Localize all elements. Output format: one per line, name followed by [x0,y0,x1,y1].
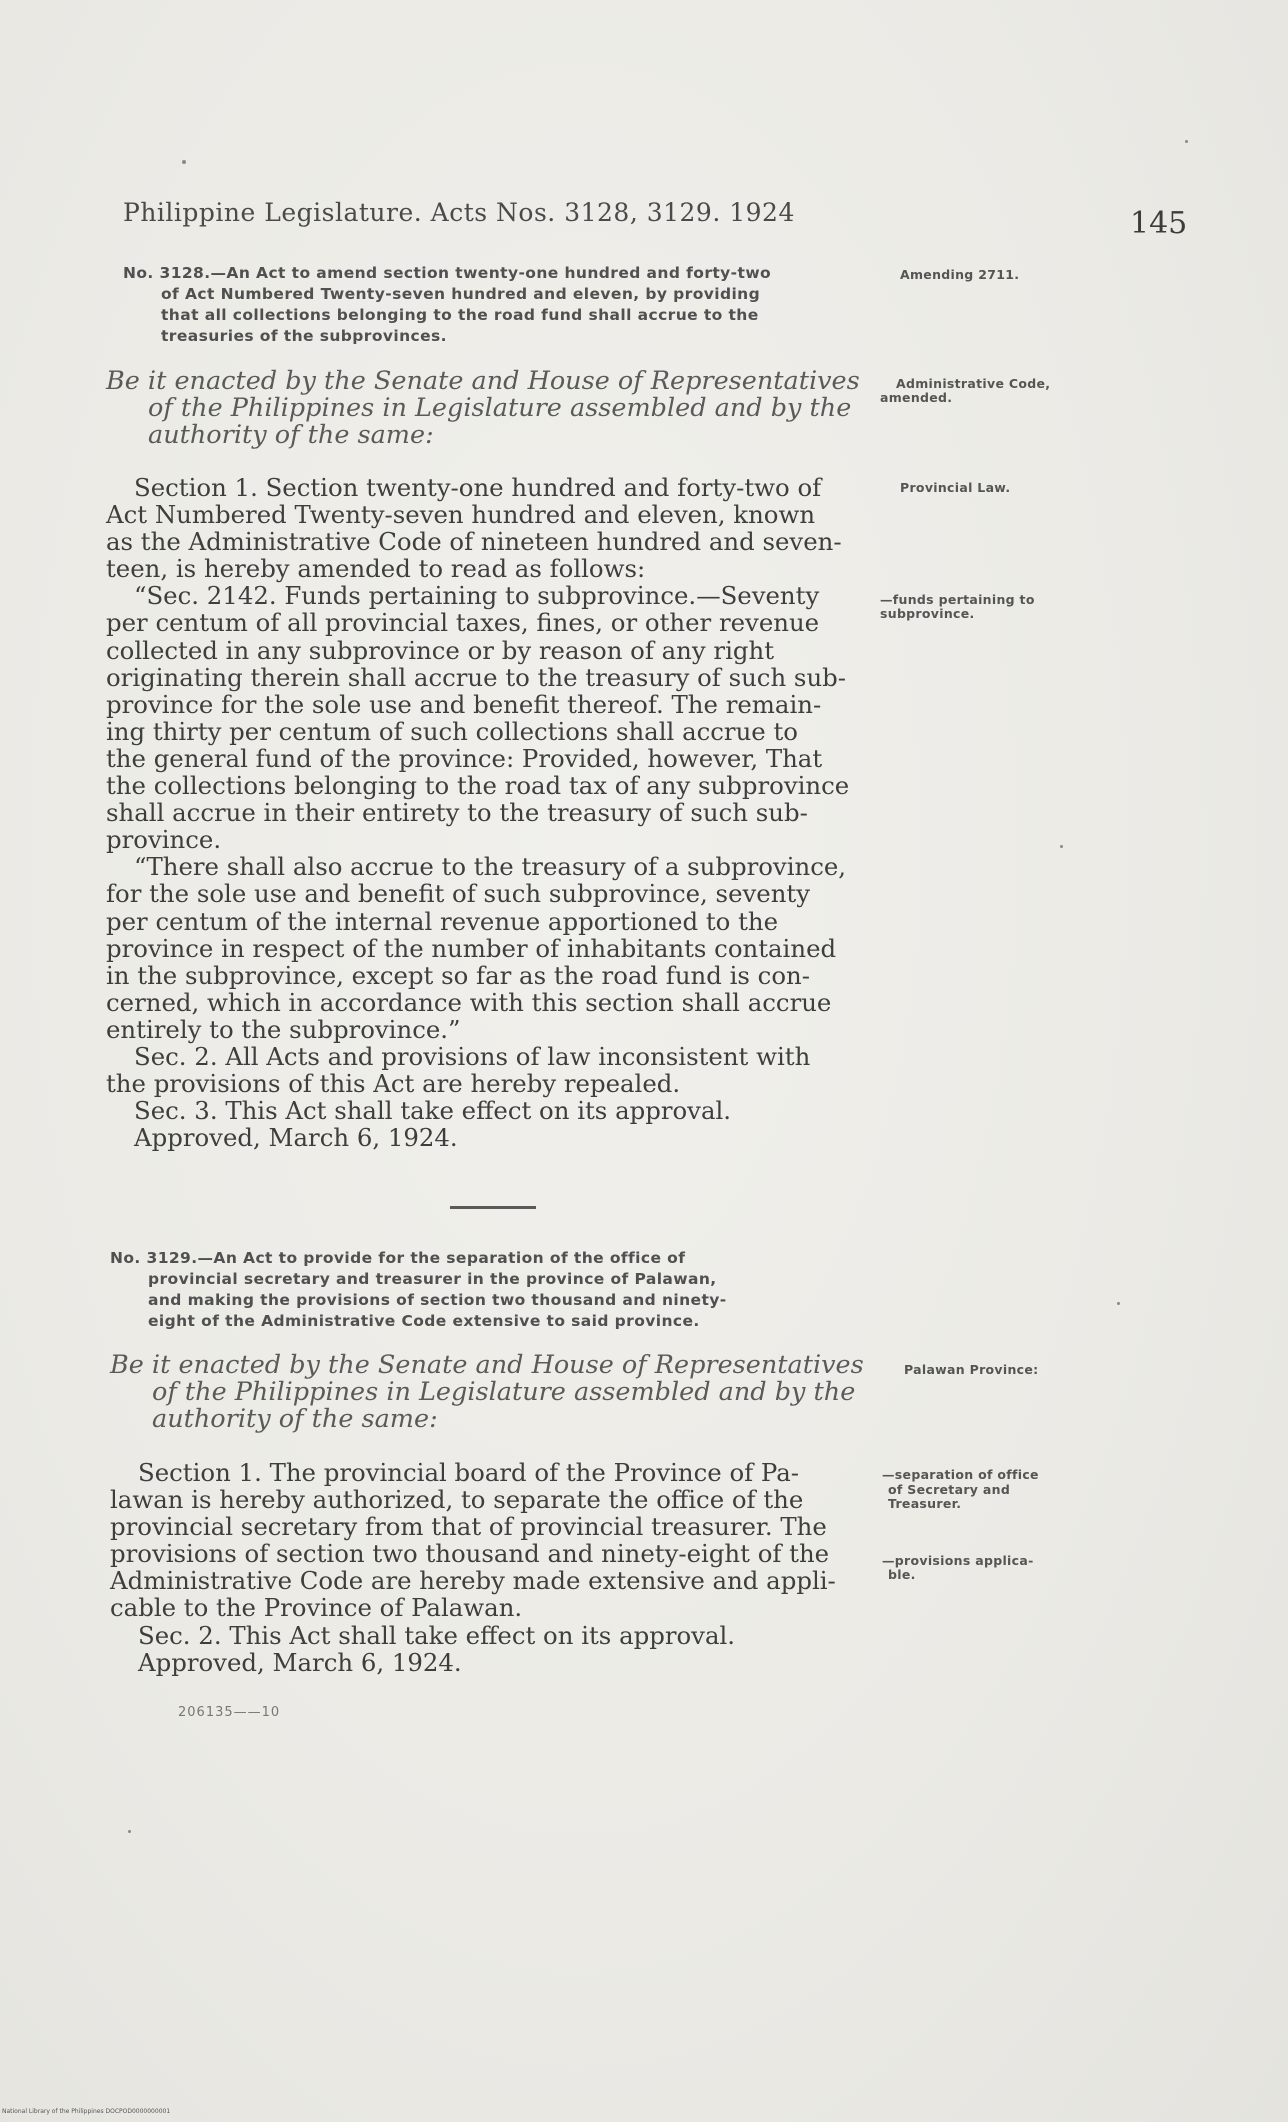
heading-line: eight of the Administrative Code extensive to said province. [148,1312,700,1330]
body-line: Sec. 2. This Act shall take effect on its approval. [138,1620,736,1650]
body-line: the provisions of this Act are hereby repealed. [106,1069,681,1099]
body-line: provisions of section two thousand and ninety-eight of the [110,1539,830,1569]
speck [1117,1302,1120,1305]
body-line: per centum of the internal revenue apportioned to the [106,906,779,936]
heading-line: that all collections belonging to the road fund shall accrue to the [161,306,759,324]
body-line: entirely to the subprovince.” [106,1014,461,1044]
body-line: as the Administrative Code of nineteen hundred and seven- [106,527,842,557]
enacting-line: Be it enacted by the Senate and House of Representatives [110,1350,864,1380]
heading-line: treasuries of the subprovinces. [161,327,447,345]
running-head [123,198,795,227]
body-line: Administrative Code are hereby made extensive and appli- [110,1566,836,1596]
margin-note: —funds pertaining to [880,592,1035,607]
body-line: ing thirty per centum of such collections shall accrue to [106,716,798,746]
section-divider [450,1206,536,1209]
body-line: originating therein shall accrue to the treasury of such sub- [106,662,847,692]
body-line: cable to the Province of Palawan. [110,1593,523,1623]
margin-note: ble. [888,1567,916,1582]
body-line: Act Numbered Twenty-seven hundred and eleven, known [106,500,816,530]
body-line: “Sec. 2142. Funds pertaining to subprovince.—Seventy [134,581,820,611]
speck [182,160,186,164]
act-3129-heading [110,1248,727,1332]
heading-line: provincial secretary and treasurer in the province of Palawan, [148,1270,717,1288]
heading-line: and making the provisions of section two thousand and ninety- [148,1291,727,1309]
speck [1060,845,1063,848]
printer-mark: 206135——10 [178,1705,281,1720]
body-line: lawan is hereby authorized, to separate the office of the [110,1485,804,1515]
margin-note: Palawan Province: [904,1362,1039,1377]
body-line: Sec. 2. All Acts and provisions of law inconsistent with [134,1041,811,1071]
body-line: province for the sole use and benefit thereof. The remain- [106,689,822,719]
body-line: Section 1. Section twenty-one hundred and forty-two of [134,473,822,502]
body-line: shall accrue in their entirety to the treasury of such sub- [106,798,808,828]
enacting-line: of the Philippines in Legislature assembled and by the [152,1377,856,1407]
enacting-line: Be it enacted by the Senate and House of Representatives [106,366,860,396]
heading-line: of Act Numbered Twenty-seven hundred and eleven, by providing [161,285,761,303]
heading-line: No. 3129.—An Act to provide for the separation of the office of [110,1249,686,1267]
body-line: provincial secretary from that of provincial treasurer. The [110,1512,827,1542]
body-line: per centum of all provincial taxes, fines, or other revenue [106,608,820,638]
margin-note: subprovince. [880,606,975,621]
page-number: 145 [1130,206,1188,241]
speck [128,1830,131,1833]
body-line: cerned, which in accordance with this section shall accrue [106,987,832,1017]
body-line: Approved, March 6, 1924. [134,1123,458,1153]
body-line: Sec. 3. This Act shall take effect on its approval. [134,1096,732,1126]
act-3129-enacting-clause [110,1352,864,1433]
archive-stamp: National Library of the Philippines DOCPOD0000000001 [2,2108,171,2115]
margin-note: Administrative Code, [896,376,1051,391]
body-line: teen, is hereby amended to read as follows: [106,554,646,584]
body-line: in the subprovince, except so far as the road fund is con- [106,960,810,990]
speck [1185,140,1188,143]
body-line: for the sole use and benefit of such subprovince, seventy [106,879,811,909]
enacting-line: authority of the same: [148,420,434,450]
enacting-line: of the Philippines in Legislature assembled and by the [148,393,852,423]
body-line: province. [106,825,222,855]
body-line: collected in any subprovince or by reason of any right [106,635,774,665]
body-line: province in respect of the number of inhabitants contained [106,933,837,963]
margin-note: amended. [880,390,953,405]
act-3128-heading [123,263,771,347]
body-line: the collections belonging to the road tax of any subprovince [106,771,850,801]
act-3128-body [106,474,876,1151]
margin-note: Treasurer. [888,1496,962,1511]
heading-line: No. 3128.—An Act to amend section twenty-one hundred and forty-two [123,264,772,282]
body-line: Approved, March 6, 1924. [138,1647,462,1677]
margin-note: —provisions applica- [882,1553,1034,1568]
body-line: the general fund of the province: Provided, however, That [106,743,823,773]
body-line: Section 1. The provincial board of the Province of Pa- [138,1458,800,1487]
margin-note: —separation of office [882,1467,1039,1482]
margin-note: of Secretary and [888,1482,1011,1497]
margin-note: Provincial Law. [900,480,1011,495]
enacting-line: authority of the same: [152,1404,438,1434]
act-3128-enacting-clause [106,368,860,449]
margin-note: Amending 2711. [900,267,1020,282]
act-3129-body [110,1459,880,1676]
running-title: Philippine Legislature. Acts Nos. 3128, 3129. 1924 [123,198,795,227]
body-line: “There shall also accrue to the treasury of a subprovince, [134,852,847,882]
